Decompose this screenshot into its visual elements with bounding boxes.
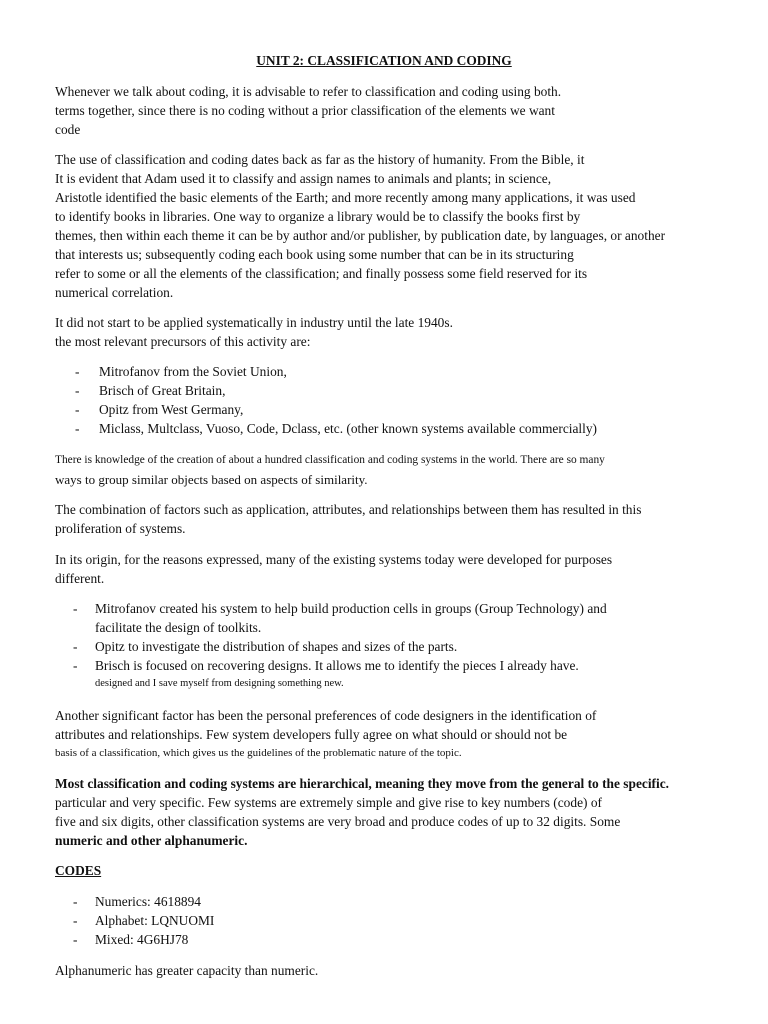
paragraph-hierarchical <box>55 774 705 850</box>
text-line-bold: Most classification and coding systems are hierarchical, meaning they move from the general to the specific. <box>55 776 670 791</box>
text-line: proliferation of systems. <box>55 521 186 536</box>
list-item-text: Numerics: 4618894 <box>95 894 201 909</box>
list-item-text: Opitz to investigate the distribution of shapes and sizes of the parts. <box>95 639 458 654</box>
bullet-dash: - <box>73 932 78 947</box>
text-line: to identify books in libraries. One way to organize a library would be to classify the books first by <box>55 209 581 224</box>
paragraph-preferences <box>55 706 705 763</box>
text-line: There is knowledge of the creation of about a hundred classification and coding systems in the world. There are so many <box>55 454 605 466</box>
list-item <box>73 656 713 692</box>
list-item <box>73 599 713 637</box>
list-item-text: facilitate the design of toolkits. <box>95 620 262 635</box>
list-item <box>75 362 715 381</box>
text-line: terms together, since there is no coding without a prior classification of the elements we want <box>55 103 555 118</box>
bullet-dash: - <box>73 894 78 909</box>
text-line: Aristotle identified the basic elements of the Earth; and more recently among many applications, it was used <box>55 190 636 205</box>
list-item-text: Alphabet: LQNUOMI <box>95 913 215 928</box>
text-line-bold: numeric and other alphanumeric. <box>55 833 248 848</box>
paragraph-origin <box>55 550 705 588</box>
text-line: numerical correlation. <box>55 285 174 300</box>
bullet-dash: - <box>75 383 80 398</box>
text-line: code <box>55 122 81 137</box>
bullet-dash: - <box>75 364 80 379</box>
text-line: ways to group similar objects based on aspects of similarity. <box>55 472 368 487</box>
bullet-dash: - <box>75 402 80 417</box>
text-line: five and six digits, other classification systems are very broad and produce codes of up to 32 digits. Some <box>55 814 621 829</box>
text-line: basis of a classification, which gives us the guidelines of the problematic nature of the topic. <box>55 747 462 759</box>
text-line: Alphanumeric has greater capacity than numeric. <box>55 963 319 978</box>
page-title: UNIT 2: CLASSIFICATION AND CODING <box>256 53 512 68</box>
paragraph-industry <box>55 313 705 351</box>
list-item <box>73 892 713 911</box>
text-line: In its origin, for the reasons expressed, many of the existing systems today were developed for purposes <box>55 552 613 567</box>
text-line: that interests us; subsequently coding each book using some number that can be in its structuring <box>55 247 574 262</box>
list-item-text: Miclass, Multclass, Vuoso, Code, Dclass, etc. (other known systems available commercially) <box>99 421 598 436</box>
text-line: particular and very specific. Few systems are extremely simple and give rise to key numbers (code) of <box>55 795 602 810</box>
list-item-text: Brisch is focused on recovering designs. It allows me to identify the pieces I already have. <box>95 658 579 673</box>
text-line: the most relevant precursors of this activity are: <box>55 334 311 349</box>
list-item <box>75 419 715 438</box>
paragraph-history <box>55 150 705 302</box>
text-line: attributes and relationships. Few system developers fully agree on what should or should not be <box>55 727 568 742</box>
text-line: refer to some or all the elements of the classification; and finally possess some field reserved for its <box>55 266 588 281</box>
text-line: different. <box>55 571 105 586</box>
paragraph-knowledge <box>55 451 705 489</box>
paragraph-intro <box>55 82 705 139</box>
text-line: themes, then within each theme it can be by author and/or publisher, by publication date, by languages, or another <box>55 228 666 243</box>
text-line: It is evident that Adam used it to classify and assign names to animals and plants; in science, <box>55 171 552 186</box>
list-item <box>73 911 713 930</box>
text-line: The combination of factors such as application, attributes, and relationships between them has resulted in this <box>55 502 642 517</box>
paragraph-combination <box>55 500 701 538</box>
list-item-text: Mitrofanov created his system to help build production cells in groups (Group Technology) and <box>95 601 607 616</box>
text-line: It did not start to be applied systematically in industry until the late 1940s. <box>55 315 453 330</box>
bullet-dash: - <box>75 421 80 436</box>
bullet-dash: - <box>73 658 78 673</box>
list-item <box>75 381 715 400</box>
list-item-text: Mixed: 4G6HJ78 <box>95 932 189 947</box>
list-item <box>73 637 713 656</box>
codes-heading: CODES <box>55 863 102 878</box>
codes-list <box>73 892 713 949</box>
purposes-list <box>73 599 713 692</box>
bullet-dash: - <box>73 601 78 616</box>
list-item-text: designed and I save myself from designing something new. <box>95 678 344 689</box>
bullet-dash: - <box>73 639 78 654</box>
bullet-dash: - <box>73 913 78 928</box>
text-line: The use of classification and coding dates back as far as the history of humanity. From the Bible, it <box>55 152 585 167</box>
list-item <box>75 400 715 419</box>
text-line: Another significant factor has been the personal preferences of code designers in the identification of <box>55 708 597 723</box>
paragraph-capacity <box>55 961 705 980</box>
precursors-list <box>75 362 715 438</box>
text-line: Whenever we talk about coding, it is advisable to refer to classification and coding using both. <box>55 84 562 99</box>
list-item <box>73 930 713 949</box>
list-item-text: Mitrofanov from the Soviet Union, <box>99 364 287 379</box>
list-item-text: Opitz from West Germany, <box>99 402 244 417</box>
list-item-text: Brisch of Great Britain, <box>99 383 226 398</box>
